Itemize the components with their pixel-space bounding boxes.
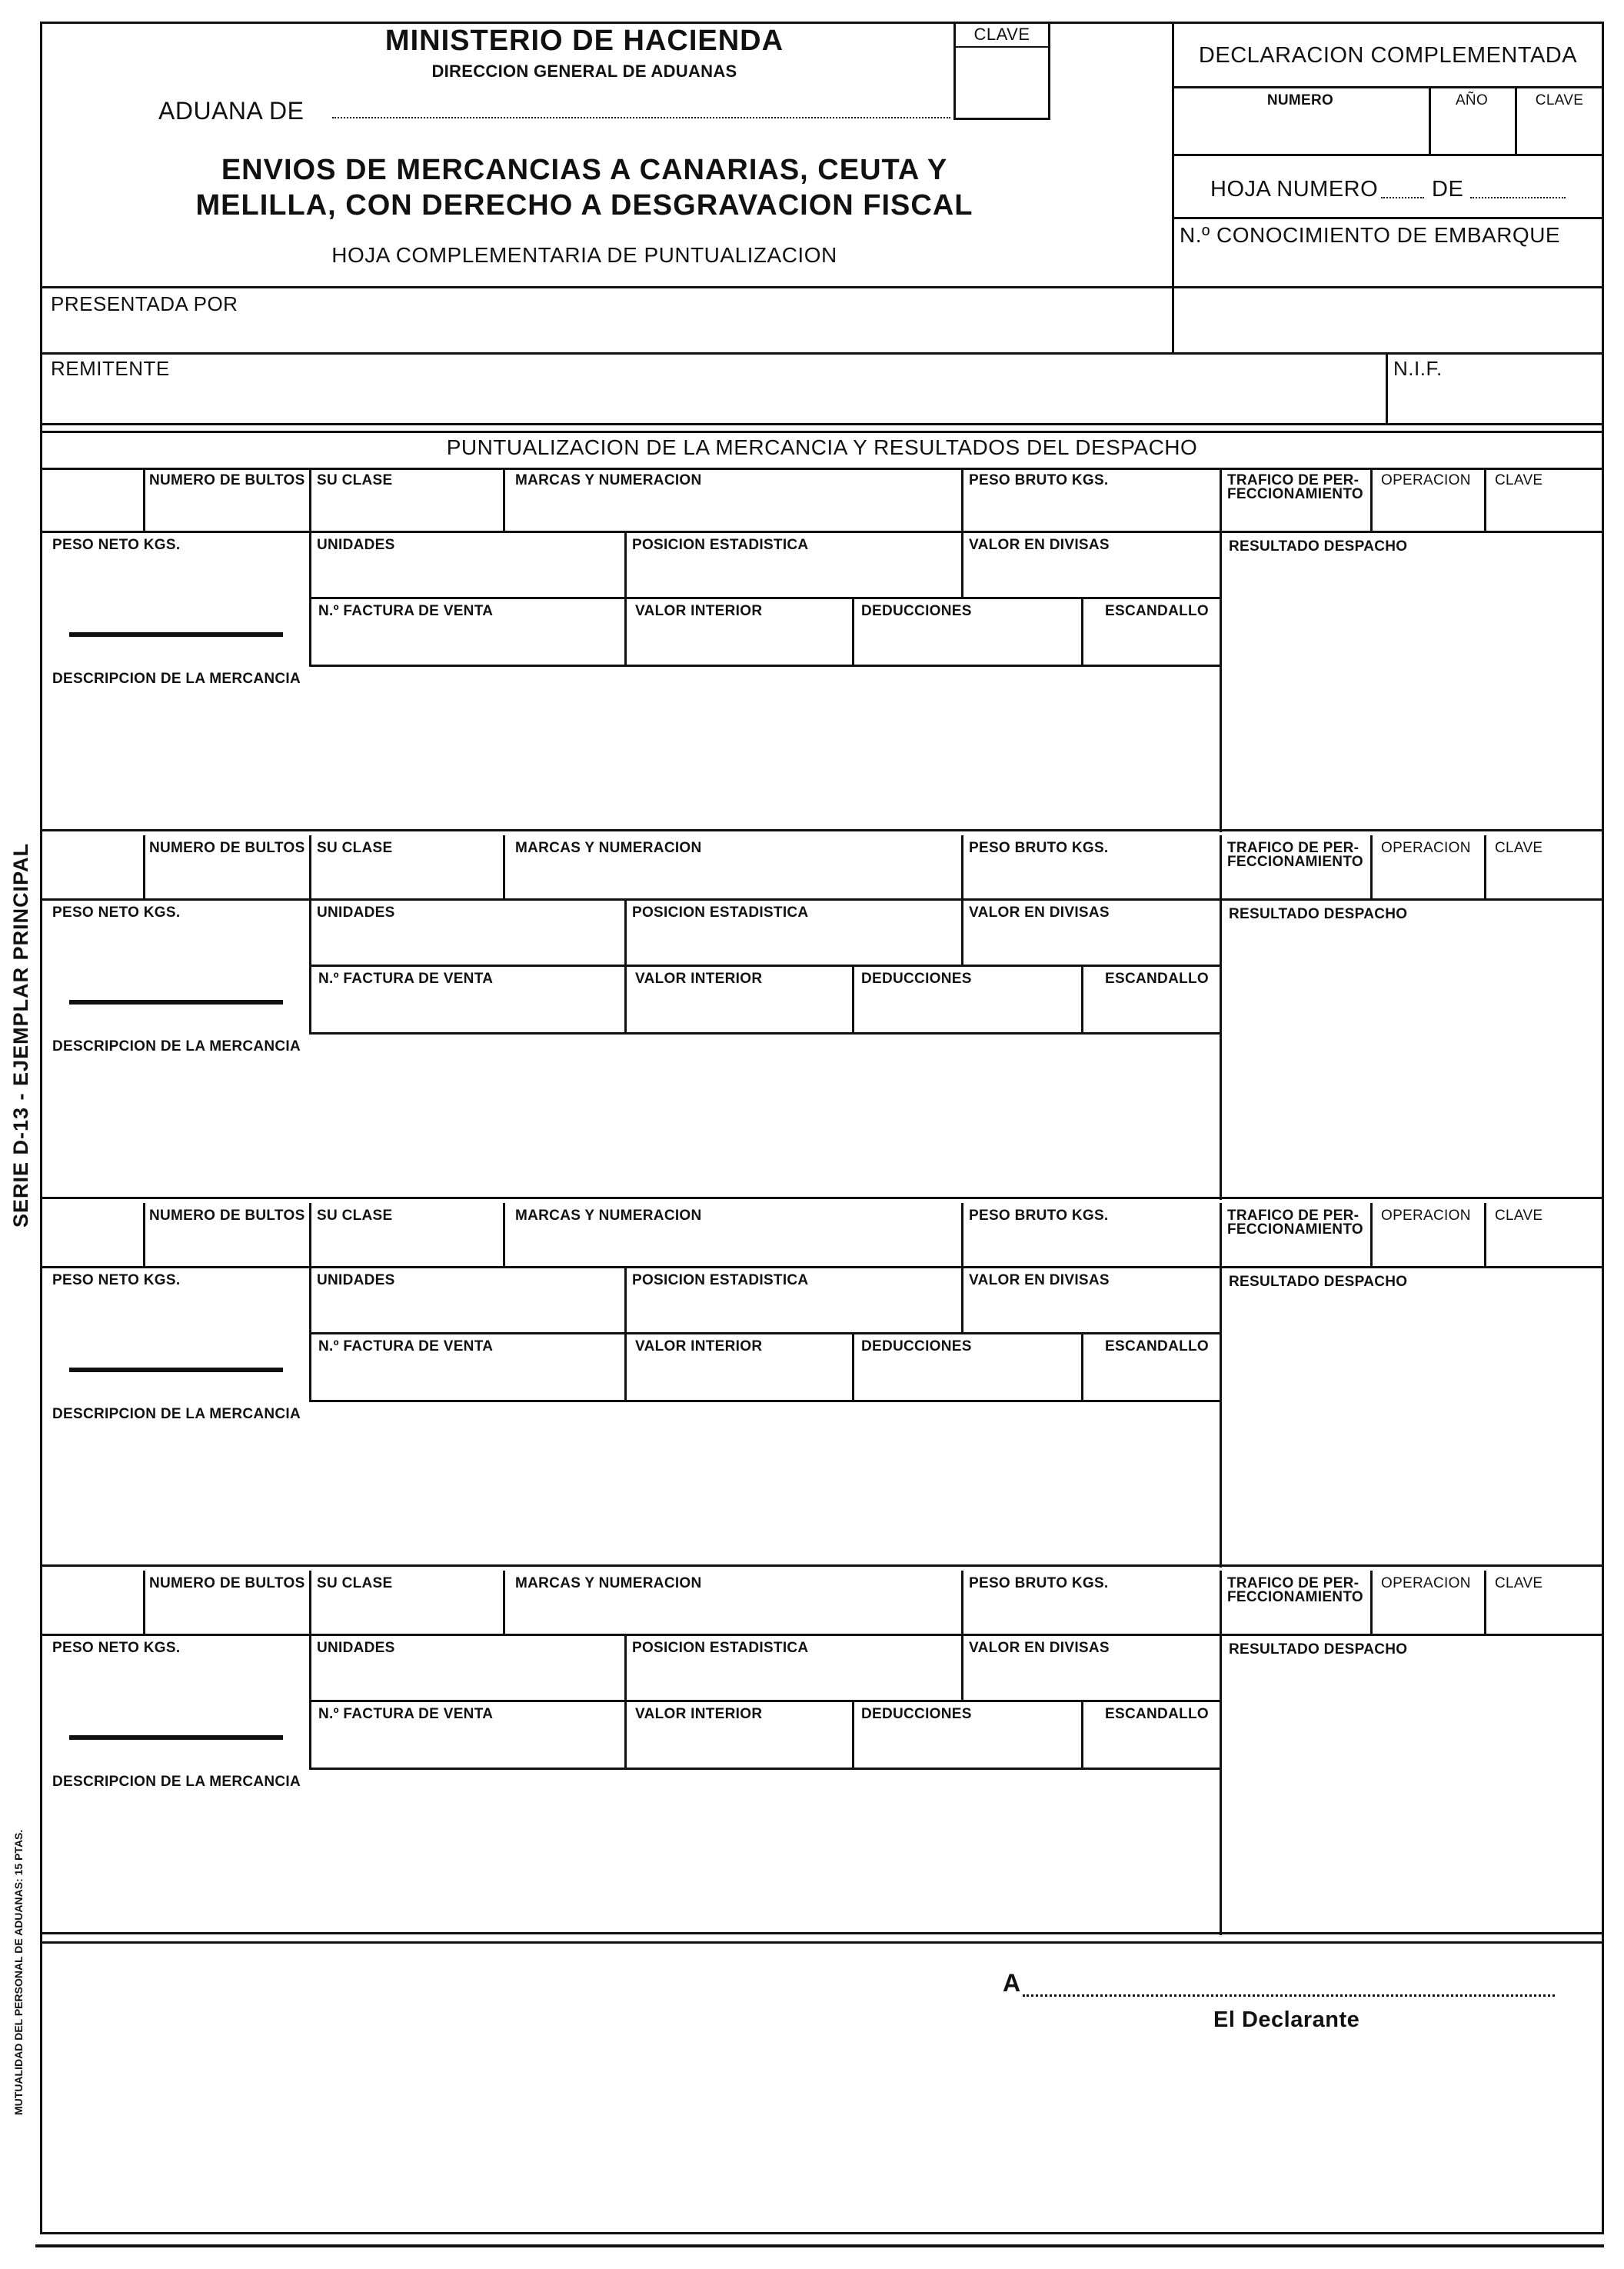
valor-divisas-field-1[interactable] (966, 555, 1216, 594)
posicion-label-4: POSICION ESTADISTICA (632, 1640, 809, 1656)
factura-label-3: N.º FACTURA DE VENTA (318, 1338, 494, 1354)
hoja-total-field[interactable] (1470, 185, 1566, 198)
deducciones-label-1: DEDUCCIONES (861, 603, 972, 619)
remitente-bottom-rule (40, 423, 1604, 425)
marcas-label-2: MARCAS Y NUMERACION (515, 840, 702, 856)
clave-block-label-2: CLAVE (1495, 840, 1543, 856)
footer-top-rule-2 (40, 1941, 1604, 1944)
deducciones-label-3: DEDUCCIONES (861, 1338, 972, 1354)
ministry-title: MINISTERIO DE HACIENDA (384, 25, 784, 57)
hoja-row-divider (1172, 217, 1604, 219)
su-clase-label-1: SU CLASE (317, 472, 393, 488)
numero-bultos-label-2: NUMERO DE BULTOS (149, 840, 305, 856)
item-number-field-1[interactable] (46, 471, 140, 528)
trafico-field-4[interactable] (1224, 1604, 1367, 1631)
peso-bruto-field-1[interactable] (966, 491, 1216, 528)
numero-bultos-field-4[interactable] (148, 1594, 306, 1631)
remitente-label: REMITENTE (51, 357, 170, 380)
marcas-label-3: MARCAS Y NUMERACION (515, 1208, 702, 1224)
valor-divisas-label-2: VALOR EN DIVISAS (969, 905, 1110, 921)
valor-interior-label-1: VALOR INTERIOR (635, 603, 763, 619)
operacion-label-3: OPERACION (1381, 1208, 1471, 1224)
descripcion-label-4: DESCRIPCION DE LA MERCANCIA (52, 1774, 301, 1790)
operacion-label-4: OPERACION (1381, 1575, 1471, 1591)
su-clase-label-3: SU CLASE (317, 1208, 393, 1224)
clave-right-field[interactable] (1519, 112, 1601, 151)
escandallo-label-3: ESCANDALLO (1105, 1338, 1209, 1354)
peso-neto-field-2[interactable] (46, 923, 306, 961)
ano-field[interactable] (1433, 112, 1512, 151)
descripcion-field-4[interactable] (46, 1794, 1216, 1929)
operacion-label-1: OPERACION (1381, 472, 1471, 488)
conocimiento-label: N.º CONOCIMIENTO DE EMBARQUE (1180, 223, 1561, 247)
posicion-field-4[interactable] (629, 1658, 958, 1697)
blank-bar-2 (69, 1000, 283, 1005)
hoja-numero-field[interactable] (1381, 185, 1424, 198)
item-number-field-2[interactable] (46, 838, 140, 895)
operacion-label-2: OPERACION (1381, 840, 1471, 856)
clave-block-field-1[interactable] (1489, 491, 1601, 528)
trafico-field-1[interactable] (1224, 501, 1367, 528)
posicion-field-3[interactable] (629, 1291, 958, 1329)
valor-interior-field-2[interactable] (629, 989, 849, 1029)
peso-bruto-label-1: PESO BRUTO KGS. (969, 472, 1109, 488)
factura-label-2: N.º FACTURA DE VENTA (318, 971, 494, 987)
escandallo-label-2: ESCANDALLO (1105, 971, 1209, 987)
place-prefix: A (1003, 1969, 1021, 1997)
hoja-numero-label: HOJA NUMERO (1210, 177, 1379, 202)
aduana-label: ADUANA DE (158, 97, 304, 125)
valor-divisas-label-3: VALOR EN DIVISAS (969, 1272, 1110, 1288)
bottom-rule (35, 2244, 1604, 2247)
posicion-label-1: POSICION ESTADISTICA (632, 537, 809, 553)
unidades-label-2: UNIDADES (317, 905, 395, 921)
escandallo-label-4: ESCANDALLO (1105, 1706, 1209, 1722)
trafico-label-2-1: FECCIONAMIENTO (1227, 486, 1363, 502)
trafico-field-2[interactable] (1224, 869, 1367, 895)
numero-row-divider (1172, 154, 1604, 156)
signature-field[interactable] (1077, 2046, 1538, 2200)
item-number-field-4[interactable] (46, 1574, 140, 1631)
valor-divisas-field-4[interactable] (966, 1658, 1216, 1697)
posicion-field-1[interactable] (629, 555, 958, 594)
unidades-label-3: UNIDADES (317, 1272, 395, 1288)
place-date-field[interactable] (1023, 1974, 1555, 1997)
posicion-label-2: POSICION ESTADISTICA (632, 905, 809, 921)
numero-label: NUMERO (1266, 92, 1334, 108)
factura-field-1[interactable] (314, 621, 621, 661)
trafico-label-2-4: FECCIONAMIENTO (1227, 1589, 1363, 1605)
numero-bultos-field-3[interactable] (148, 1226, 306, 1263)
unidades-field-2[interactable] (314, 923, 621, 961)
nif-divider (1386, 352, 1388, 423)
trafico-label-2: TRAFICO DE PER- (1227, 840, 1359, 856)
header-vertical-divider (1172, 22, 1174, 354)
valor-interior-field-3[interactable] (629, 1357, 849, 1397)
section-title: PUNTUALIZACION DE LA MERCANCIA Y RESULTADOS DEL DESPACHO (446, 435, 1198, 459)
marcas-field-3[interactable] (508, 1226, 958, 1263)
factura-field-2[interactable] (314, 989, 621, 1029)
clave-block-label-3: CLAVE (1495, 1208, 1543, 1224)
form-title-line2: MELILLA, CON DERECHO A DESGRAVACION FISCAL (195, 189, 973, 222)
conocimiento-field[interactable] (1176, 254, 1601, 285)
section-title-rule (40, 468, 1604, 470)
peso-neto-field-4[interactable] (46, 1658, 306, 1697)
su-clase-label-2: SU CLASE (317, 840, 393, 856)
marcas-label-1: MARCAS Y NUMERACION (515, 472, 702, 488)
numero-bultos-label-1: NUMERO DE BULTOS (149, 472, 305, 488)
clave-right-label: CLAVE (1535, 92, 1584, 108)
resultado-label-3: RESULTADO DESPACHO (1229, 1274, 1408, 1290)
posicion-label-3: POSICION ESTADISTICA (632, 1272, 809, 1288)
posicion-field-2[interactable] (629, 923, 958, 961)
operacion-field-3[interactable] (1375, 1226, 1481, 1263)
aduana-field[interactable] (332, 100, 950, 118)
deducciones-field-2[interactable] (857, 989, 1078, 1029)
clave-divider (953, 46, 1050, 48)
valor-divisas-label-4: VALOR EN DIVISAS (969, 1640, 1110, 1656)
valor-interior-label-2: VALOR INTERIOR (635, 971, 763, 987)
escandallo-field-2[interactable] (1086, 989, 1216, 1029)
declaracion-label: DECLARACION COMPLEMENTADA (1198, 43, 1578, 68)
numero-bultos-field-1[interactable] (148, 491, 306, 528)
nif-label: N.I.F. (1393, 357, 1443, 380)
form-subtitle: HOJA COMPLEMENTARIA DE PUNTUALIZACION (331, 243, 837, 267)
nif-field[interactable] (1390, 381, 1601, 415)
declarante-label: El Declarante (1213, 2007, 1360, 2032)
deducciones-field-4[interactable] (857, 1724, 1078, 1764)
blank-bar-1 (69, 632, 283, 637)
declaracion-divider (1172, 86, 1604, 88)
peso-bruto-field-4[interactable] (966, 1594, 1216, 1631)
clave-label: CLAVE (973, 25, 1030, 44)
unidades-field-4[interactable] (314, 1658, 621, 1697)
resultado-field-1[interactable] (1226, 558, 1601, 828)
su-clase-field-2[interactable] (314, 858, 500, 895)
deducciones-label-4: DEDUCCIONES (861, 1706, 972, 1722)
escandallo-field-4[interactable] (1086, 1724, 1216, 1764)
peso-neto-label-1: PESO NETO KGS. (52, 537, 181, 553)
unidades-field-3[interactable] (314, 1291, 621, 1329)
descripcion-label-3: DESCRIPCION DE LA MERCANCIA (52, 1406, 301, 1422)
peso-bruto-field-3[interactable] (966, 1226, 1216, 1263)
ano-label: AÑO (1455, 92, 1489, 108)
hoja-de-label: DE (1432, 177, 1464, 202)
resultado-label-2: RESULTADO DESPACHO (1229, 906, 1408, 922)
item-number-field-3[interactable] (46, 1206, 140, 1263)
peso-neto-label-3: PESO NETO KGS. (52, 1272, 181, 1288)
unidades-label-4: UNIDADES (317, 1640, 395, 1656)
blank-bar-4 (69, 1735, 283, 1740)
clave-block-field-2[interactable] (1489, 858, 1601, 895)
descripcion-field-3[interactable] (46, 1426, 1216, 1561)
descripcion-label-1: DESCRIPCION DE LA MERCANCIA (52, 671, 301, 687)
valor-divisas-field-3[interactable] (966, 1291, 1216, 1329)
remitente-field[interactable] (46, 381, 1384, 415)
descripcion-label-2: DESCRIPCION DE LA MERCANCIA (52, 1038, 301, 1055)
su-clase-label-4: SU CLASE (317, 1575, 393, 1591)
factura-field-4[interactable] (314, 1724, 621, 1764)
blank-bar-3 (69, 1368, 283, 1372)
escandallo-field-3[interactable] (1086, 1357, 1216, 1397)
factura-label-4: N.º FACTURA DE VENTA (318, 1706, 494, 1722)
marcas-label-4: MARCAS Y NUMERACION (515, 1575, 702, 1591)
valor-interior-label-4: VALOR INTERIOR (635, 1706, 763, 1722)
clave-block-field-3[interactable] (1489, 1226, 1601, 1263)
marcas-field-2[interactable] (508, 858, 958, 895)
unidades-field-1[interactable] (314, 555, 621, 594)
valor-interior-field-1[interactable] (629, 621, 849, 661)
presentada-right-field[interactable] (1176, 292, 1601, 351)
resultado-field-2[interactable] (1226, 926, 1601, 1195)
section-top-rule (40, 431, 1604, 433)
resultado-field-3[interactable] (1226, 1294, 1601, 1563)
trafico-field-3[interactable] (1224, 1237, 1367, 1263)
resultado-label-4: RESULTADO DESPACHO (1229, 1641, 1408, 1658)
numero-bultos-label-3: NUMERO DE BULTOS (149, 1208, 305, 1224)
trafico-label-1: TRAFICO DE PER- (1227, 472, 1359, 488)
form-title-line1: ENVIOS DE MERCANCIAS A CANARIAS, CEUTA Y (221, 154, 948, 186)
su-clase-field-4[interactable] (314, 1594, 500, 1631)
valor-interior-field-4[interactable] (629, 1724, 849, 1764)
operacion-field-4[interactable] (1375, 1594, 1481, 1631)
clave-block-label-1: CLAVE (1495, 472, 1543, 488)
descripcion-field-1[interactable] (46, 691, 1216, 826)
directorate-title: DIRECCION GENERAL DE ADUANAS (431, 62, 737, 81)
peso-bruto-label-2: PESO BRUTO KGS. (969, 840, 1109, 856)
peso-neto-field-1[interactable] (46, 555, 306, 594)
su-clase-field-3[interactable] (314, 1226, 500, 1263)
escandallo-field-1[interactable] (1086, 621, 1216, 661)
mutualidad-label: MUTUALIDAD DEL PERSONAL DE ADUANAS: 15 PTAS. (12, 1829, 25, 2115)
trafico-label-3: TRAFICO DE PER- (1227, 1208, 1359, 1224)
header-bottom-rule (40, 286, 1604, 288)
escandallo-label-1: ESCANDALLO (1105, 603, 1209, 619)
resultado-field-4[interactable] (1226, 1661, 1601, 1931)
deducciones-field-3[interactable] (857, 1357, 1078, 1397)
trafico-label-2-2: FECCIONAMIENTO (1227, 854, 1363, 870)
marcas-field-1[interactable] (508, 491, 958, 528)
factura-label-1: N.º FACTURA DE VENTA (318, 603, 494, 619)
peso-bruto-label-4: PESO BRUTO KGS. (969, 1575, 1109, 1591)
operacion-field-2[interactable] (1375, 858, 1481, 895)
factura-field-3[interactable] (314, 1357, 621, 1397)
serie-label: SERIE D-13 - EJEMPLAR PRINCIPAL (9, 842, 32, 1228)
unidades-label-1: UNIDADES (317, 537, 395, 553)
descripcion-field-2[interactable] (46, 1058, 1216, 1194)
numero-bultos-label-4: NUMERO DE BULTOS (149, 1575, 305, 1591)
trafico-label-4: TRAFICO DE PER- (1227, 1575, 1359, 1591)
valor-divisas-field-2[interactable] (966, 923, 1216, 961)
marcas-field-4[interactable] (508, 1594, 958, 1631)
clave-block-label-4: CLAVE (1495, 1575, 1543, 1591)
operacion-field-1[interactable] (1375, 491, 1481, 528)
numero-bultos-field-2[interactable] (148, 858, 306, 895)
valor-divisas-label-1: VALOR EN DIVISAS (969, 537, 1110, 553)
peso-bruto-field-2[interactable] (966, 858, 1216, 895)
peso-neto-label-2: PESO NETO KGS. (52, 905, 181, 921)
peso-neto-label-4: PESO NETO KGS. (52, 1640, 181, 1656)
peso-bruto-label-3: PESO BRUTO KGS. (969, 1208, 1109, 1224)
resultado-label-1: RESULTADO DESPACHO (1229, 538, 1408, 555)
deducciones-field-1[interactable] (857, 621, 1078, 661)
valor-interior-label-3: VALOR INTERIOR (635, 1338, 763, 1354)
peso-neto-field-3[interactable] (46, 1291, 306, 1329)
trafico-label-2-3: FECCIONAMIENTO (1227, 1221, 1363, 1238)
presentada-label: PRESENTADA POR (51, 292, 238, 315)
presentada-field[interactable] (46, 317, 1169, 351)
clave-block-field-4[interactable] (1489, 1594, 1601, 1631)
presentada-bottom-rule (40, 352, 1604, 355)
numero-field[interactable] (1176, 112, 1426, 151)
su-clase-field-1[interactable] (314, 491, 500, 528)
deducciones-label-2: DEDUCCIONES (861, 971, 972, 987)
